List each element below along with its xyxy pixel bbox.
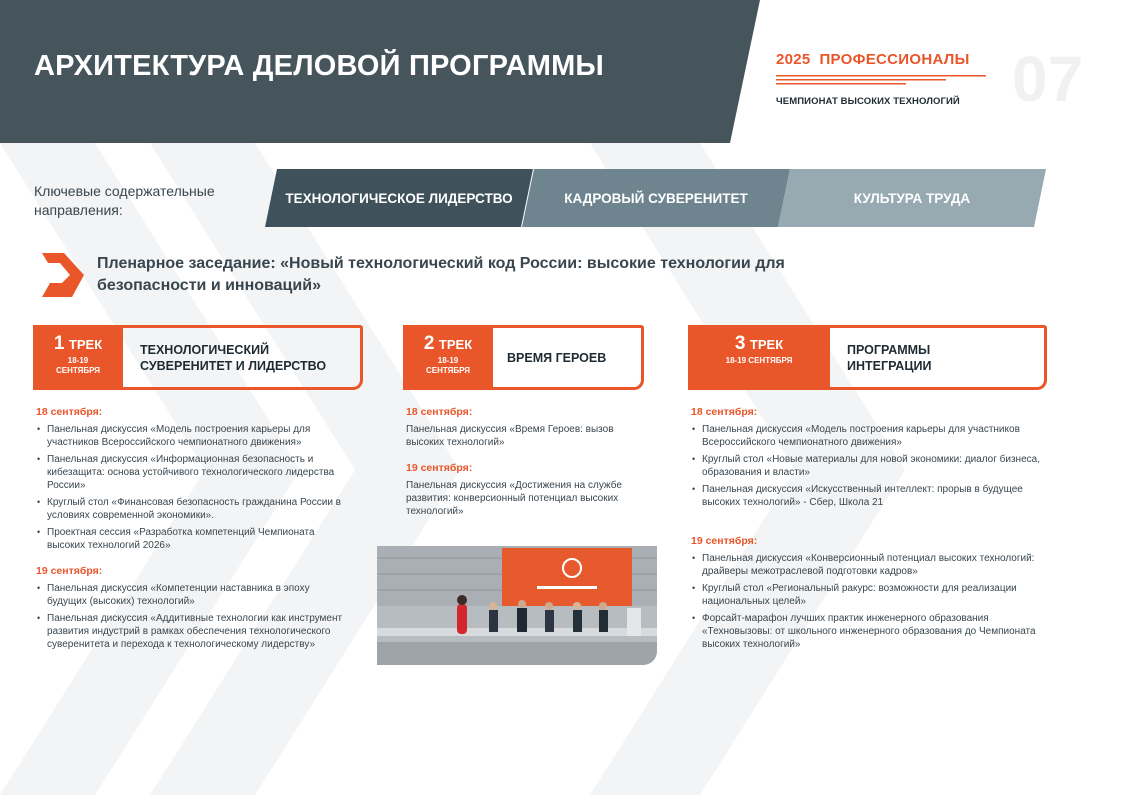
list-item: • Панельная дискуссия «Модель построения карьеры для участников Всероссийского чемпионатного движения» (691, 423, 1056, 449)
track-1-number: 1 (53, 333, 65, 354)
plenary-title: Пленарное заседание: «Новый технологический код России: высокие технологии для безопасности и инноваций» (97, 255, 785, 294)
track-2-badge (403, 325, 493, 390)
track-3-word: ТРЕК (749, 337, 784, 352)
direction-tab-3: КУЛЬТУРА ТРУДА (853, 190, 971, 206)
track-3-day-2-label: 19 сентября: (691, 535, 758, 547)
track-3-badge (688, 325, 830, 390)
list-item: Панельная дискуссия «Достижения на службе развития: конверсионный потенциал высоких технологий» (406, 480, 622, 517)
page-title: АРХИТЕКТУРА ДЕЛОВОЙ ПРОГРАММЫ (34, 50, 605, 82)
track-1-header (33, 325, 363, 390)
track-2-program (406, 406, 638, 522)
panel-discussion-photo (377, 546, 657, 665)
track-2-title: ВРЕМЯ ГЕРОЕВ (507, 350, 607, 365)
plenary-logo-icon (42, 253, 84, 297)
list-item: • Форсайт-марафон лучших практик инженерного образования «Техновызовы: от школьного инженерного образования до Чемпионата высоких технологий» (691, 612, 1056, 651)
list-item: • Панельная дискуссия «Модель построения карьеры для участников Всероссийского чемпионатного движения» (36, 423, 351, 449)
brand-stripes-icon (776, 73, 986, 85)
list-item: • Панельная дискуссия «Аддитивные технологии как инструмент развития индустрий в рамках обеспечения технологического суверенитета и перехода к технологическому лидерству» (36, 612, 351, 651)
direction-tab-2: КАДРОВЫЙ СУВЕРЕНИТЕТ (564, 190, 748, 206)
list-item: • Панельная дискуссия «Компетенции наставника в эпоху будущих (высоких) технологий» (36, 582, 351, 608)
list-item: • Проектная сессия «Разработка компетенций Чемпионата высоких технологий 2026» (36, 526, 351, 552)
track-1-word: ТРЕК (68, 337, 103, 352)
list-item: • Круглый стол «Финансовая безопасность гражданина России в условиях современной экономики». (36, 496, 351, 522)
direction-tab-1: ТЕХНОЛОГИЧЕСКОЕ ЛИДЕРСТВО (285, 190, 513, 206)
track-1-day-2-label: 19 сентября: (36, 565, 103, 577)
track-1-day-1-label: 18 сентября: (36, 406, 103, 418)
list-item: • Круглый стол «Региональный ракурс: возможности для реализации национальных целей» (691, 582, 1056, 608)
track-2-header (403, 325, 644, 390)
list-item: • Круглый стол «Новые материалы для новой экономики: диалог бизнеса, образования и власти» (691, 453, 1056, 479)
brand-year: 2025 (776, 51, 811, 68)
list-item: Панельная дискуссия «Время Героев: вызов высоких технологий» (406, 424, 614, 448)
list-item: • Панельная дискуссия «Искусственный интеллект: прорыв в будущее высоких технологий» - Сбер, Школа 21 (691, 483, 1056, 509)
page-number: 07 (1012, 43, 1084, 115)
track-1-dates: 18-19 СЕНТЯБРЯ (55, 356, 101, 375)
list-item: • Панельная дискуссия «Информационная безопасность и кибезащита: основа устойчивого технологического лидерства России» (36, 453, 351, 492)
brand-logo (776, 51, 970, 69)
brand-subtitle: ЧЕМПИОНАТ ВЫСОКИХ ТЕХНОЛОГИЙ (776, 96, 960, 107)
track-1-badge (33, 325, 123, 390)
brand-name: ПРОФЕССИОНАЛЫ (819, 51, 970, 68)
track-2-day-1-label: 18 сентября: (406, 406, 473, 418)
track-3-title: ПРОГРАММЫ ИНТЕГРАЦИИ (847, 342, 932, 373)
track-1-title: ТЕХНОЛОГИЧЕСКИЙ СУВЕРЕНИТЕТ И ЛИДЕРСТВО (140, 342, 327, 373)
track-3-header (688, 325, 1047, 390)
track-3-day-1-label: 18 сентября: (691, 406, 758, 418)
track-3-dates: 18-19 СЕНТЯБРЯ (725, 356, 793, 365)
track-2-number: 2 (423, 333, 435, 354)
track-2-dates: 18-19 СЕНТЯБРЯ (425, 356, 471, 375)
track-2-word: ТРЕК (438, 337, 473, 352)
track-3-program (691, 406, 1056, 655)
directions-label: Ключевые содержательные направления: (34, 183, 215, 218)
list-item: • Панельная дискуссия «Конверсионный потенциал высоких технологий: драйверы межотраслевой подготовки кадров» (691, 552, 1056, 578)
track-1-program (36, 406, 351, 655)
track-2-day-2-label: 19 сентября: (406, 462, 473, 474)
track-3-number: 3 (734, 333, 746, 354)
